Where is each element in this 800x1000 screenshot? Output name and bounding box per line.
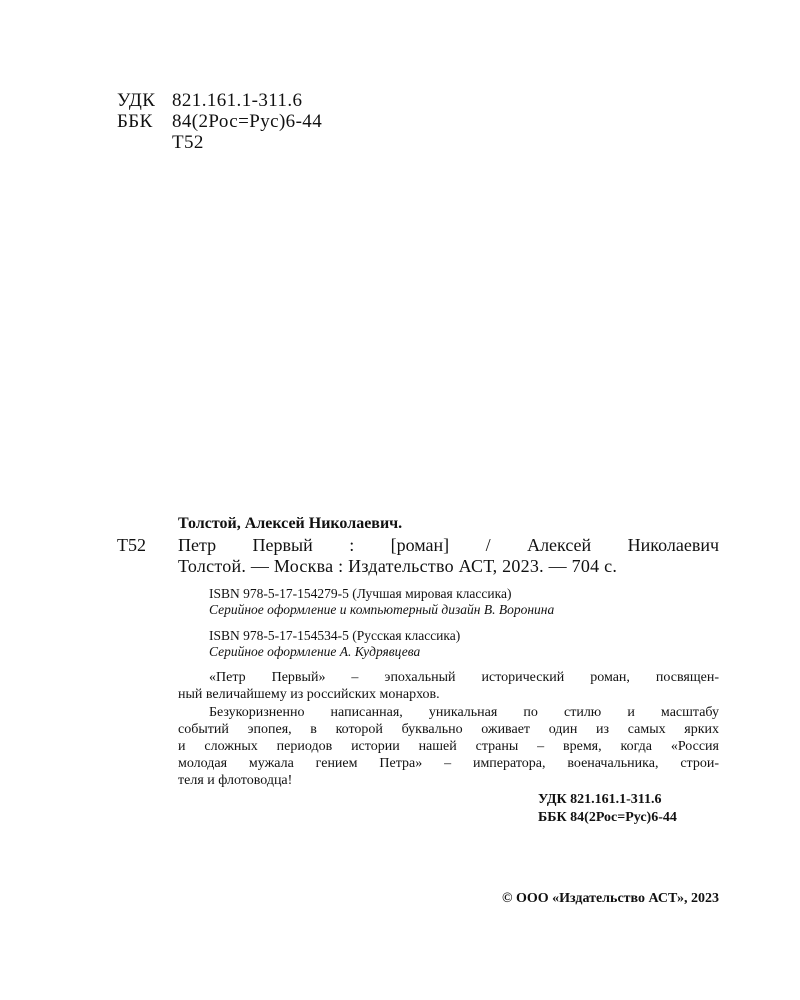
annotation-line: Безукоризненно написанная, уникальная по стилю и масштабу (209, 705, 719, 720)
author-mark: Т52 (117, 535, 146, 555)
title-line-1: Петр Первый : [роман] / Алексей Николаевич (178, 535, 719, 555)
udk-label: УДК (117, 90, 156, 111)
title-line-2: Толстой. — Москва : Издательство АСТ, 2023. — 704 с. (178, 556, 618, 576)
udk-bottom: УДК 821.161.1-311.6 (538, 792, 662, 807)
annotation-line: событий эпопея, в которой буквально оживает один из самых ярких (178, 722, 719, 737)
annotation-line: «Петр Первый» – эпохальный исторический роман, посвящен- (209, 670, 719, 685)
annotation-line: и сложных периодов истории нашей страны – время, когда «Россия (178, 739, 719, 754)
bbk-label: ББК (117, 111, 153, 132)
copyright-line: © ООО «Издательство АСТ», 2023 (501, 891, 719, 906)
isbn-line: ISBN 978-5-17-154534-5 (Русская классика) (209, 628, 461, 643)
udk-value: 821.161.1-311.6 (172, 90, 303, 111)
author-mark-top: Т52 (172, 132, 204, 153)
bbk-value: 84(2Рос=Рус)6-44 (172, 111, 323, 132)
bbk-bottom: ББК 84(2Рос=Рус)6-44 (538, 810, 677, 825)
design-credit-line: Серийное оформление и компьютерный дизайн В. Воронина (209, 602, 555, 617)
author-heading: Толстой, Алексей Николаевич. (178, 515, 403, 532)
annotation-line: теля и флотоводца! (178, 773, 293, 788)
isbn-line: ISBN 978-5-17-154279-5 (Лучшая мировая классика) (209, 586, 512, 601)
design-credit-line: Серийное оформление А. Кудрявцева (209, 644, 421, 659)
annotation-line: ный величайшему из российских монархов. (178, 687, 440, 702)
annotation-line: молодая мужала гением Петра» – императора, военачальника, строи- (178, 756, 719, 771)
